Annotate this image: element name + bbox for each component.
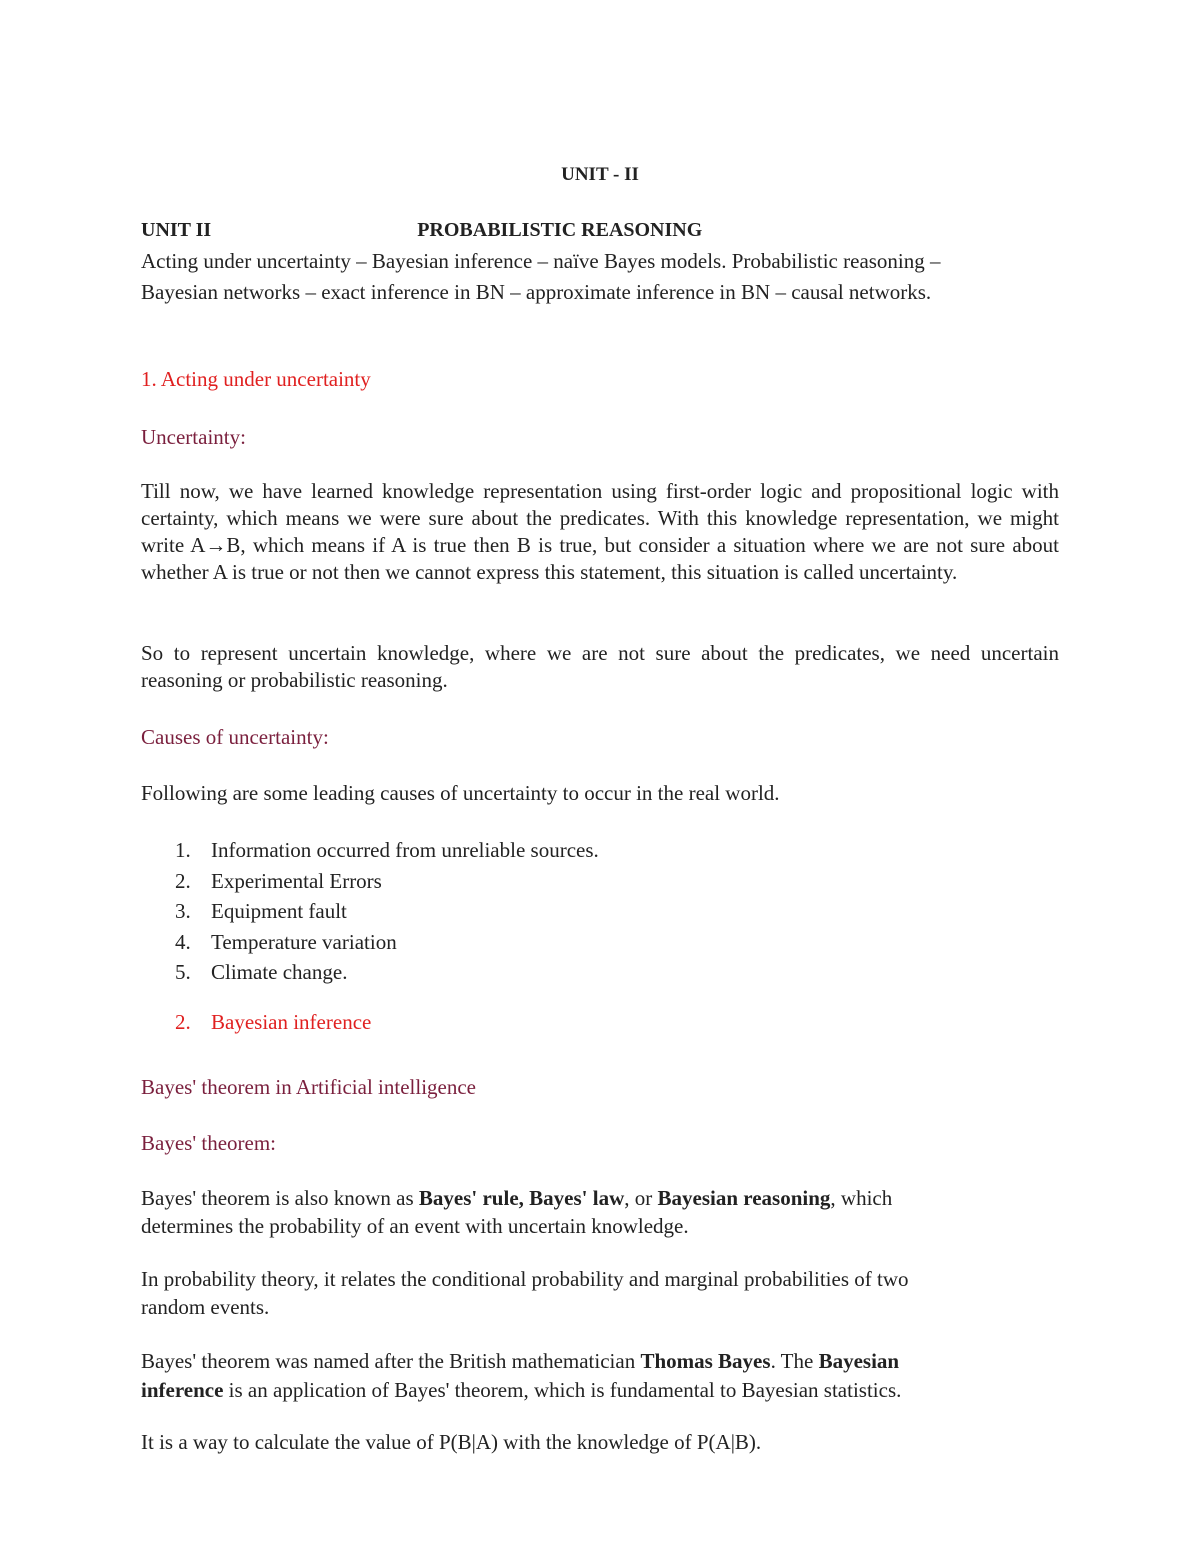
- causes-subheading: Causes of uncertainty:: [141, 725, 329, 749]
- section-1-heading: 1. Acting under uncertainty: [141, 367, 371, 391]
- uncertain-knowledge-paragraph: So to represent uncertain knowledge, where we are not sure about the predicates, we need uncertain reasoning or probabilistic reasoning.: [141, 641, 1059, 692]
- term-inference: inference: [141, 1378, 224, 1402]
- term-bayes-rule: Bayes' rule: [418, 1186, 519, 1210]
- list-item: 4. Temperature variation: [175, 929, 397, 954]
- list-item: 3. Equipment fault: [175, 899, 347, 924]
- uncertainty-paragraph: Till now, we have learned knowledge representation using first-order logic and propositional logic with certainty, which means we were sure about the predicates. With this knowledge representation, we might write A→B, which means if A is true then B is true, but consider a situation where we are not sure about whether A is true or not then we cannot express this statement, this situation is called uncertainty.: [141, 479, 1059, 584]
- bayes-ai-subheading: Bayes' theorem in Artificial intelligence: [141, 1075, 477, 1099]
- term-bayesian-reasoning: Bayesian reasoning: [657, 1186, 831, 1210]
- syllabus-topics: [141, 246, 1059, 308]
- term-bayes-law: Bayes' law: [529, 1186, 625, 1210]
- probability-theory-paragraph: In probability theory, it relates the conditional probability and marginal probabilities of two random events.: [141, 1267, 909, 1319]
- causes-intro: Following are some leading causes of uncertainty to occur in the real world.: [141, 781, 780, 805]
- syllabus-line-2: Bayesian networks – exact inference in BN – approximate inference in BN – causal networks.: [141, 280, 932, 304]
- list-item: 5. Climate change.: [175, 960, 348, 985]
- term-thomas-bayes: Thomas Bayes: [640, 1349, 771, 1373]
- section-2-title: Bayesian inference: [211, 1010, 372, 1034]
- term-bayesian: Bayesian: [818, 1349, 900, 1373]
- list-item: 1. Information occurred from unreliable sources.: [175, 838, 599, 862]
- unit-title: UNIT - II: [561, 164, 639, 185]
- section-2-heading: [141, 1010, 371, 1035]
- syllabus-heading: [141, 217, 1059, 243]
- list-item: 2. Experimental Errors: [175, 868, 382, 893]
- syllabus-unit-name: PROBABILISTIC REASONING: [417, 219, 703, 241]
- uncertainty-subheading: Uncertainty:: [141, 425, 246, 449]
- conditional-probability-paragraph: It is a way to calculate the value of P(B|A) with the knowledge of P(A|B).: [141, 1430, 762, 1454]
- thomas-bayes-paragraph: Bayes' theorem was named after the British mathematician Thomas Bayes. The Bayesian inference is an application of Bayes' theorem, which is fundamental to Bayesian statistics.: [141, 1349, 902, 1402]
- syllabus-unit-label: UNIT II: [141, 219, 212, 241]
- syllabus-line-1: Acting under uncertainty – Bayesian inference – naïve Bayes models. Probabilistic reasoning –: [141, 249, 941, 273]
- bayes-theorem-subheading: Bayes' theorem:: [141, 1131, 276, 1155]
- section-2-number: 2.: [175, 1010, 191, 1034]
- bayes-definition-paragraph: Bayes' theorem is also known as Bayes' rule, Bayes' law, or Bayesian reasoning, which determines the probability of an event with uncertain knowledge.: [141, 1186, 893, 1238]
- causes-list: [141, 835, 599, 988]
